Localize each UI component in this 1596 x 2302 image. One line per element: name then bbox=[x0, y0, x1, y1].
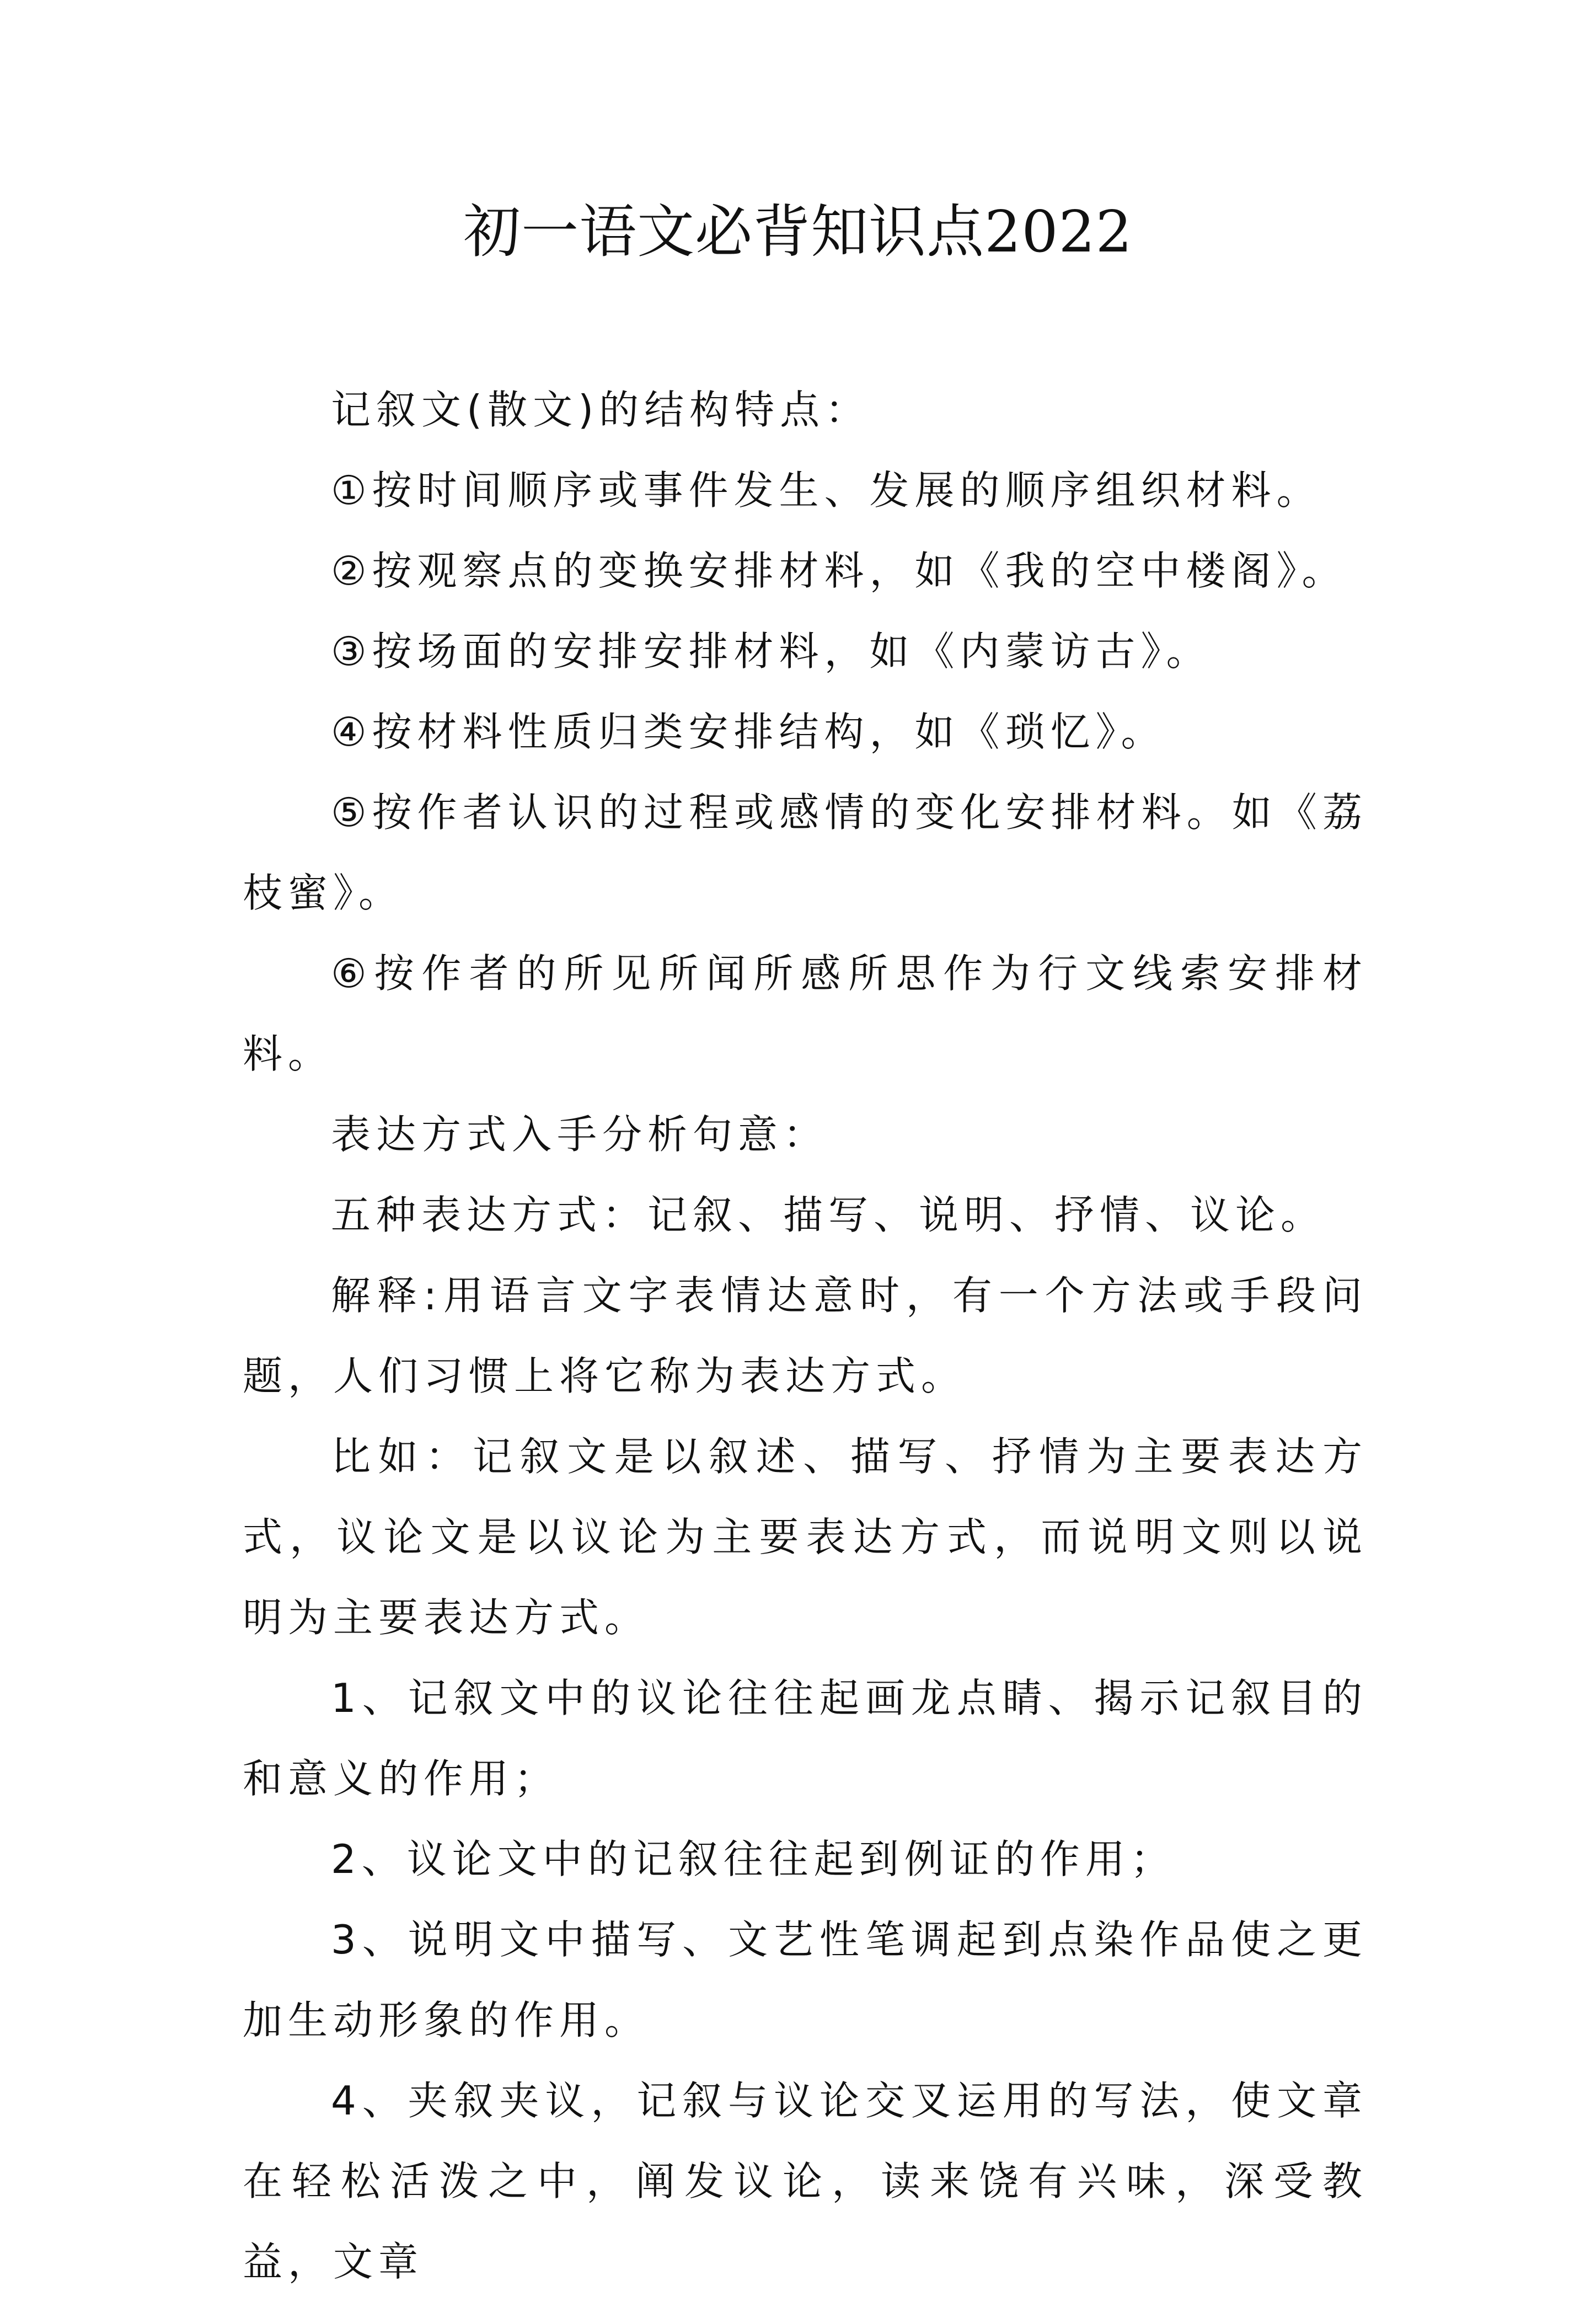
paragraph: 表达方式入手分析句意： bbox=[331, 1111, 829, 1158]
paragraph: 2、议论文中的记叙往往起到例证的作用； bbox=[331, 1836, 1176, 1882]
paragraph: 记叙文(散文)的结构特点： bbox=[331, 387, 871, 433]
document-body bbox=[243, 370, 1368, 2302]
paragraph: 3、说明文中描写、文艺性笔调起到点染作品使之更加生动形象的作用。 bbox=[243, 1916, 1368, 2043]
paragraph: ②按观察点的变换安排材料，如《我的空中楼阁》。 bbox=[331, 548, 1347, 594]
paragraph: 比如：记叙文是以叙述、描写、抒情为主要表达方式，议论文是以议论为主要表达方式，而说明文则以说明为主要表达方式。 bbox=[243, 1433, 1368, 1641]
paragraph: ⑥按作者的所见所闻所感所思作为行文线索安排材料。 bbox=[243, 950, 1368, 1077]
paragraph: 解释:用语言文字表情达意时，有一个方法或手段问题，人们习惯上将它称为表达方式。 bbox=[243, 1272, 1368, 1399]
paragraph: ①按时间顺序或事件发生、发展的顺序组织材料。 bbox=[331, 467, 1322, 513]
paragraph: 五种表达方式：记叙、描写、说明、抒情、议论。 bbox=[331, 1192, 1326, 1238]
paragraph: ④按材料性质归类安排结构，如《琐忆》。 bbox=[331, 709, 1166, 755]
paragraph: ⑤按作者认识的过程或感情的变化安排材料。如《荔枝蜜》。 bbox=[243, 789, 1368, 916]
paragraph: ③按场面的安排安排材料，如《内蒙访古》。 bbox=[331, 628, 1212, 674]
paragraph: 1、记叙文中的议论往往起画龙点睛、揭示记叙目的和意义的作用； bbox=[243, 1675, 1368, 1802]
paragraph: 4、夹叙夹议，记叙与议论交叉运用的写法，使文章在轻松活泼之中，阐发议论，读来饶有兴味，深受教益，文章 bbox=[243, 2078, 1368, 2285]
document-title: 初一语文必背知识点2022 bbox=[463, 198, 1133, 265]
